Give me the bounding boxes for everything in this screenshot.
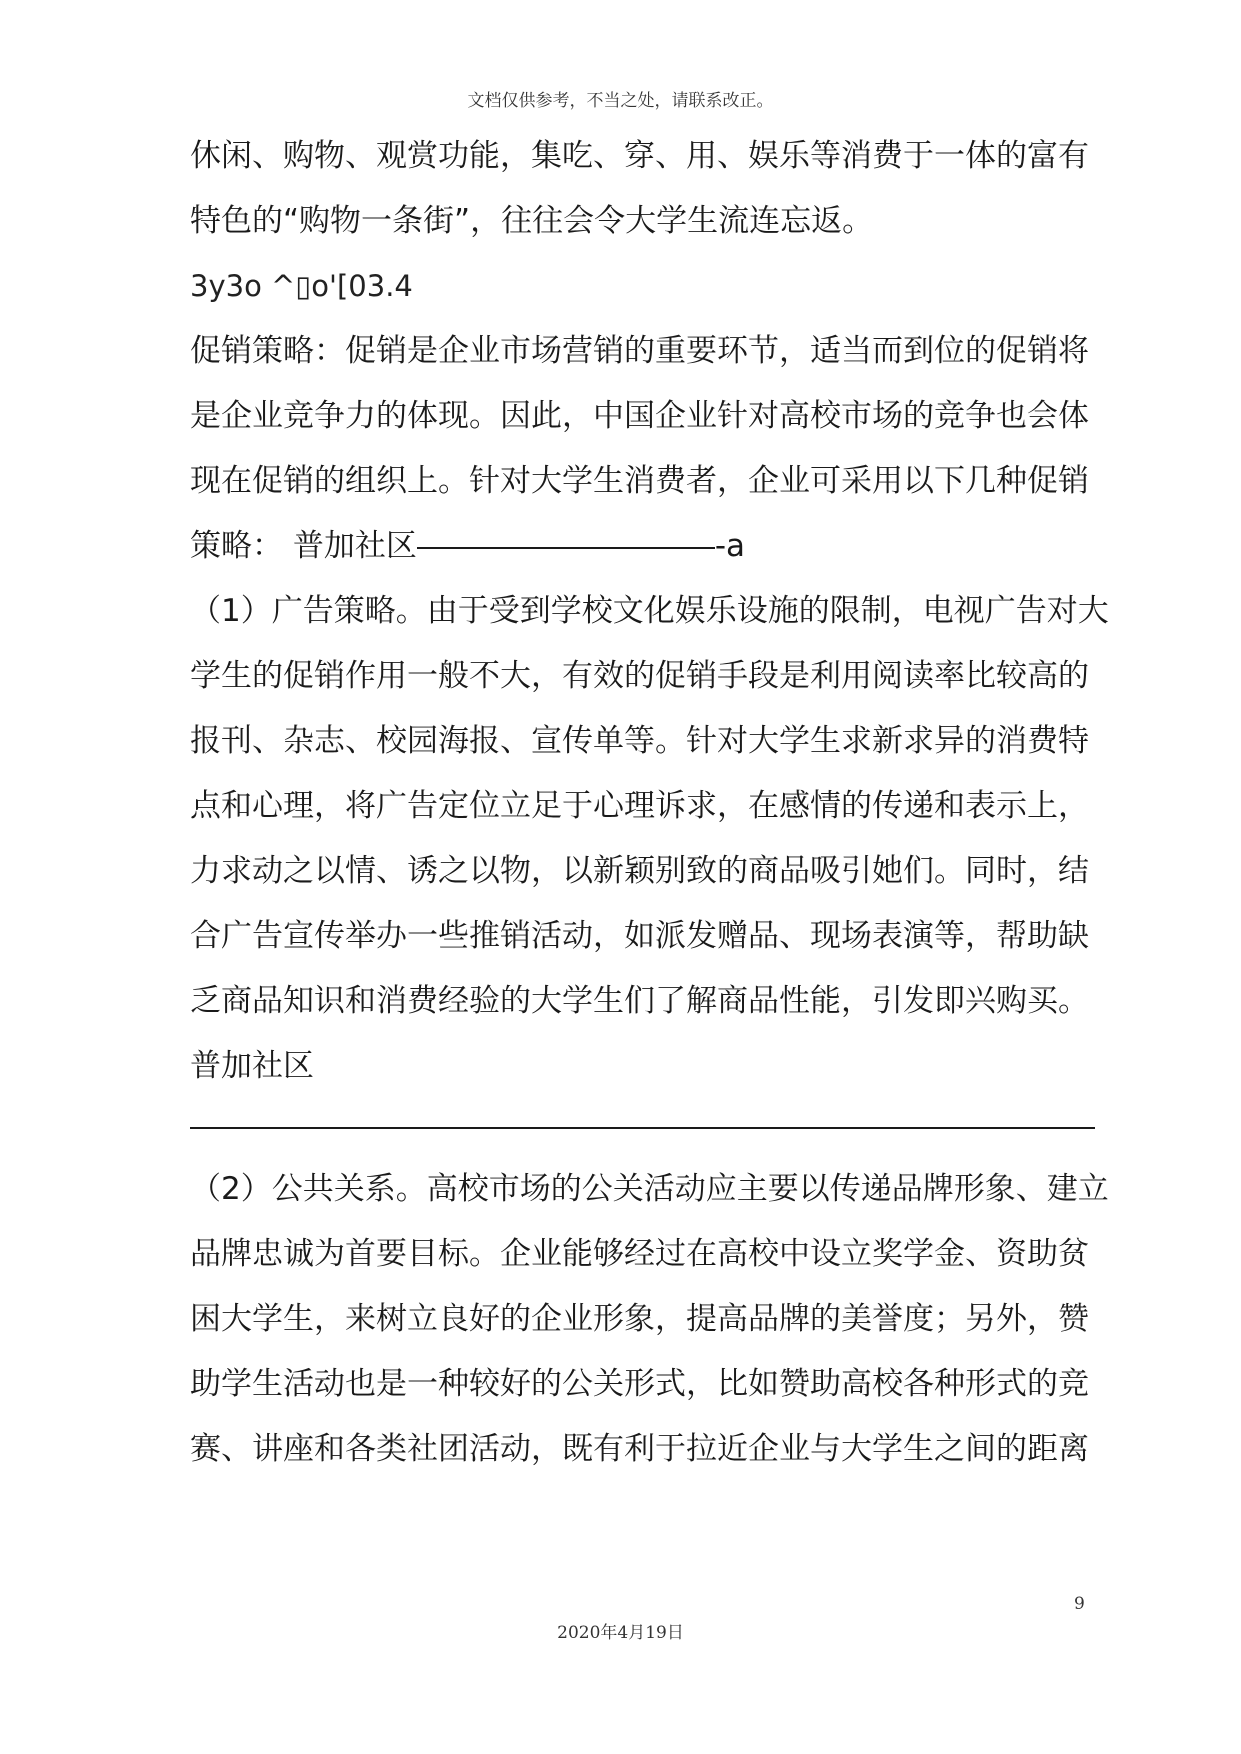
paragraph-line: 力求动之以情、诱之以物，以新颖别致的商品吸引她们。同时，结 xyxy=(190,853,1089,889)
body-text-top xyxy=(190,128,1109,1103)
paragraph-line: 点和心理，将广告定位立足于心理诉求，在感情的传递和表示上， xyxy=(190,788,1089,824)
paragraph-line: 合广告宣传举办一些推销活动，如派发赠品、现场表演等，帮助缺 xyxy=(190,918,1089,954)
paragraph-line: 特色的“购物一条街”，往往会令大学生流连忘返。 xyxy=(190,203,874,239)
paragraph-line: 促销策略：促销是企业市场营销的重要环节，适当而到位的促销将 xyxy=(190,333,1089,369)
paragraph-line: 助学生活动也是一种较好的公关形式，比如赞助高校各种形式的竞 xyxy=(190,1366,1089,1402)
paragraph-line: 现在促销的组织上。针对大学生消费者，企业可采用以下几种促销 xyxy=(190,463,1089,499)
paragraph-line: 报刊、杂志、校园海报、宣传单等。针对大学生求新求异的消费特 xyxy=(190,723,1089,759)
strategy-suffix: -a xyxy=(714,528,746,564)
paragraph-line: 是企业竞争力的体现。因此，中国企业针对高校市场的竞争也会体 xyxy=(190,398,1089,434)
paragraph-line: 乏商品知识和消费经验的大学生们了解商品性能，引发即兴购买。 xyxy=(190,983,1089,1019)
inline-rule xyxy=(417,547,715,549)
paragraph-line: 休闲、购物、观赏功能，集吃、穿、用、娱乐等消费于一体的富有 xyxy=(190,138,1089,174)
page-number: 9 xyxy=(1074,1594,1085,1614)
footer-date: 2020年4月19日 xyxy=(557,1623,684,1643)
horizontal-divider xyxy=(190,1127,1095,1129)
paragraph-line: 困大学生，来树立良好的企业形象，提高品牌的美誉度；另外，赞 xyxy=(190,1301,1089,1337)
strategy-prefix: 策略： 普加社区 xyxy=(190,528,417,564)
header-disclaimer: 文档仅供参考，不当之处，请联系改正。 xyxy=(467,91,774,111)
paragraph-line: 学生的促销作用一般不大，有效的促销手段是利用阅读率比较高的 xyxy=(190,658,1089,694)
paragraph-line: 赛、讲座和各类社团活动，既有利于拉近企业与大学生之间的距离 xyxy=(190,1431,1089,1467)
garbled-text-line: 3y3o ^▯o'[03.4 xyxy=(190,269,413,303)
paragraph-line: （2）公共关系。高校市场的公关活动应主要以传递品牌形象、建立 xyxy=(190,1171,1109,1207)
paragraph-line: （1）广告策略。由于受到学校文化娱乐设施的限制，电视广告对大 xyxy=(190,593,1109,629)
body-text-bottom xyxy=(190,1161,1110,1486)
strategy-line xyxy=(190,518,1090,583)
paragraph-line: 普加社区 xyxy=(190,1048,314,1084)
paragraph-line: 品牌忠诚为首要目标。企业能够经过在高校中设立奖学金、资助贫 xyxy=(190,1236,1089,1272)
